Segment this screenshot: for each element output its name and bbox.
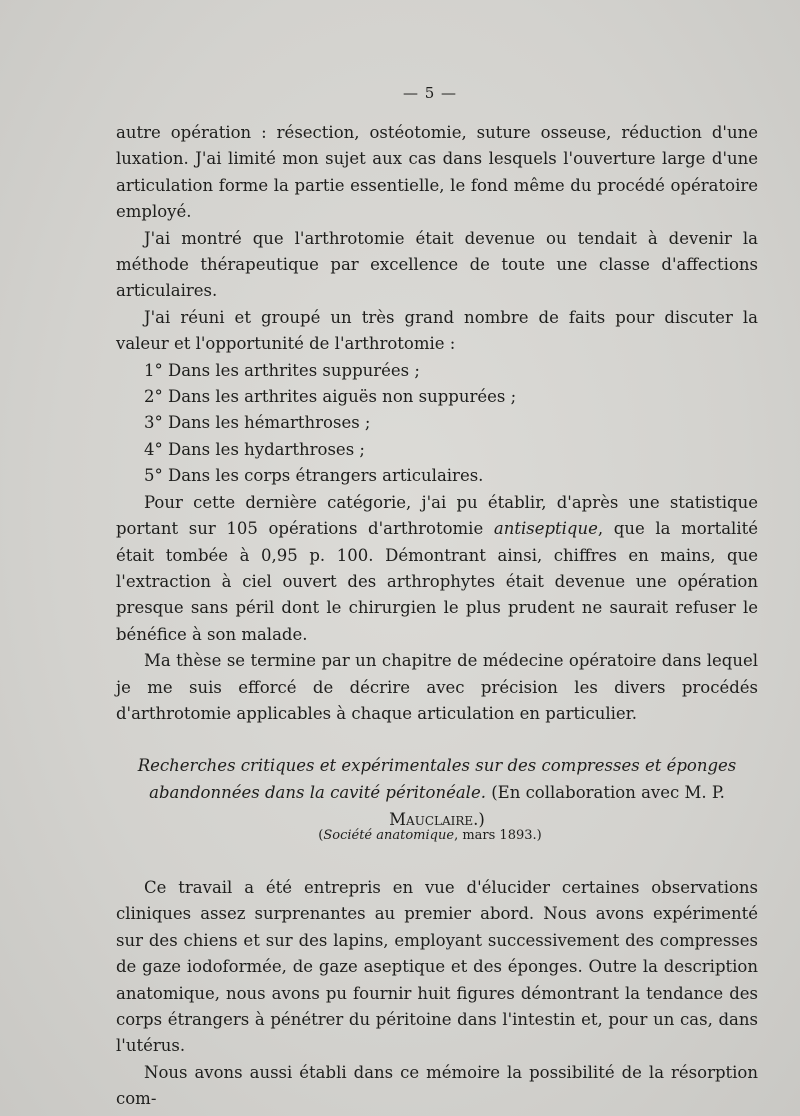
list-item: 2° Dans les arthrites aiguës non suppurées ; <box>144 387 517 407</box>
intro-paragraph-2: J'ai montré que l'arthrotomie était devenue ou tendait à devenir la méthode thérapeutique par excellence de toute une classe d'affections articulaires. <box>116 228 758 301</box>
section-title-italic: Recherches critiques et expérimentales sur des compresses et éponges abandonnées dans la cavité péritonéale. <box>137 756 737 802</box>
list-item: 4° Dans les hydarthroses ; <box>144 439 365 459</box>
section-body <box>116 875 758 1113</box>
section-source <box>0 828 800 843</box>
section-paragraph-2: Nous avons aussi établi dans ce mémoire la possibilité de la résorption com- <box>116 1062 758 1109</box>
intro-paragraph-1: autre opération : résection, ostéotomie, suture osseuse, réduction d'une luxation. J'ai limité mon sujet aux cas dans lesquels l'ouverture large d'une articulation forme la partie essentielle, le fond même du procédé opératoire employé. <box>116 123 758 222</box>
list-item: 3° Dans les hémarthroses ; <box>144 413 371 433</box>
page-number: — 5 — <box>402 84 458 102</box>
list-item: 5° Dans les corps étrangers articulaires. <box>144 466 484 486</box>
intro-paragraph-4 <box>116 490 758 648</box>
section-paragraph-1: Ce travail a été entrepris en vue d'élucider certaines observations cliniques assez surprenantes au premier abord. Nous avons expérimenté sur des chiens et sur des lapins, employant successivement des compresses de gaze iodoformée, de gaze aseptique et des éponges. Outre la description anatomique, nous avons pu fournir huit figures démontrant la tendance des corps étrangers à pénétrer du péritoine dans l'intestin et, pour un cas, dans l'utérus. <box>116 878 758 1056</box>
intro-paragraph-3: J'ai réuni et groupé un très grand nombre de faits pour discuter la valeur et l'opportunité de l'arthrotomie : <box>116 307 758 354</box>
intro-paragraph-4-end: , que la mortalité était tombée à 0,95 p. 100. Démontrant ainsi, chiffres en mains, que l'extraction à ciel ouvert des arthrophytes était devenue une opération presque sans péril dont le chirurgien le plus prudent ne saurait refuser le bénéfice à son malade. <box>116 519 759 644</box>
source-date: , mars 1893. <box>454 828 537 843</box>
intro-section <box>116 120 758 727</box>
section-title-author: Mauclaire <box>389 810 474 829</box>
list-item: 1° Dans les arthrites suppurées ; <box>144 360 420 380</box>
source-close: ) <box>536 828 542 843</box>
section-title-collab: (En collaboration avec M. P. <box>485 783 725 802</box>
intro-paragraph-4-start: Pour cette dernière catégorie, j'ai pu établir, d'après une statistique portant sur 105 opérations d'arthrotomie <box>116 492 758 539</box>
source-open: ( <box>318 828 324 843</box>
section-title-end: .) <box>473 810 485 829</box>
source-journal: Société anatomique <box>323 828 455 843</box>
intro-paragraph-4-italic: antiseptique <box>493 519 598 539</box>
section-title <box>116 752 758 833</box>
intro-paragraph-5: Ma thèse se termine par un chapitre de médecine opératoire dans lequel je me suis efforcé de décrire avec précision les divers procédés d'arthrotomie applicables à chaque articulation en particulier. <box>116 651 758 723</box>
